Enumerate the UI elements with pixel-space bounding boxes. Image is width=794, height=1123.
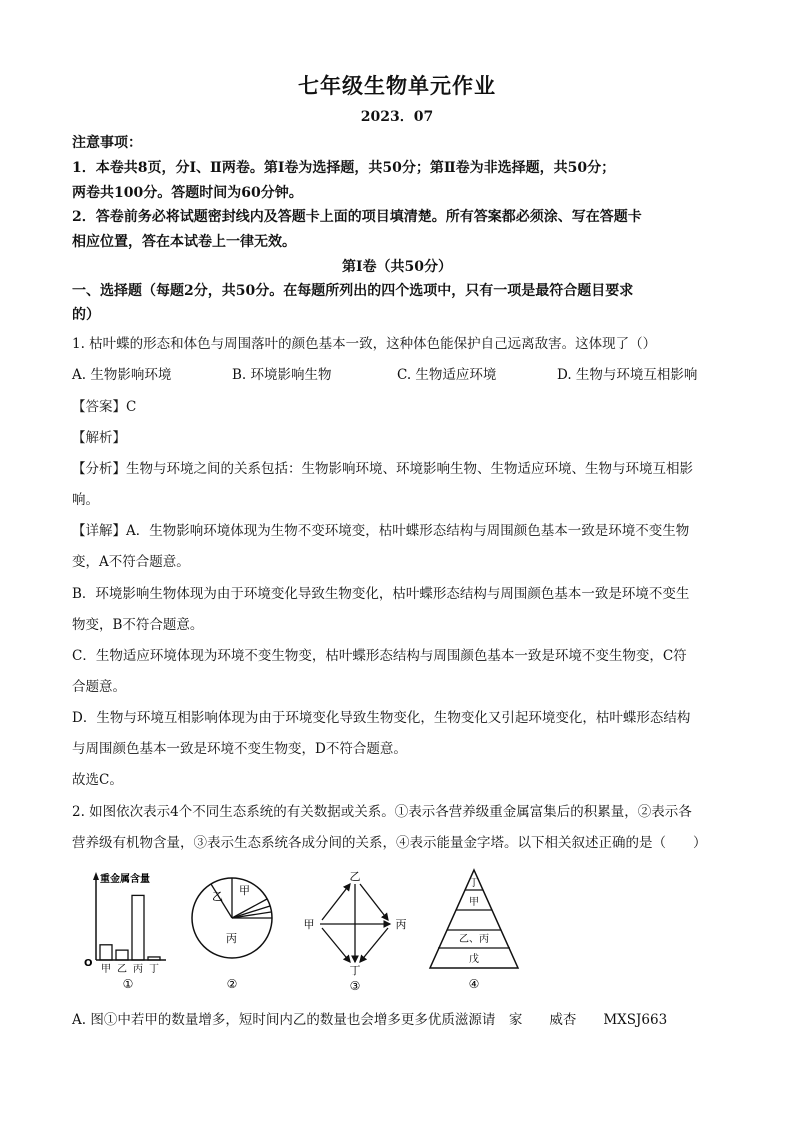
exam-date: 2023．07 — [360, 109, 434, 125]
detail-c-line2: 合题意。 — [72, 679, 126, 695]
fig4-level-ding: 丁 — [469, 878, 479, 889]
fig1-bar-1 — [116, 950, 128, 960]
fig1-origin: O — [84, 958, 93, 969]
option-a: A. 生物影响环境 — [72, 367, 172, 383]
fig4-number: ④ — [468, 977, 480, 991]
fig1-category-3: 丁 — [149, 964, 159, 975]
fig4-level-wu: 戊 — [469, 954, 479, 965]
option-d: D. 生物与环境互相影响 — [557, 367, 698, 383]
fig1-category-2: 丙 — [133, 964, 143, 975]
detail-c-line1: C．生物适应环境体现为环境不变生物变，枯叶蝶形态结构与周围颜色基本一致是环境不变生物变，C符 — [72, 648, 687, 664]
fig3-number: ③ — [349, 979, 361, 993]
fig2-number: ② — [226, 977, 238, 991]
question-2-figures — [72, 868, 732, 998]
fig2-label-bing: 丙 — [226, 932, 237, 945]
page-title: 七年级生物单元作业 — [298, 73, 496, 98]
detail-b-line1: B．环境影响生物体现为由于环境变化导致生物变化，枯叶蝶形态结构与周围颜色基本一致是环境不变生 — [72, 586, 690, 602]
fig4-level-yibing: 乙、丙 — [459, 934, 489, 945]
fig1-bar-0 — [100, 945, 112, 960]
fig1-categories — [101, 963, 159, 975]
notice-item1-line2: 两卷共100分。答题时间为60分钟。 — [72, 185, 303, 201]
fig1-bars — [100, 895, 160, 960]
detail-d-line1: D．生物与环境互相影响体现为由于环境变化导致生物变化，生物变化又引起环境变化，枯叶蝶形态结构 — [72, 710, 691, 726]
fenxi-line2: 响。 — [72, 492, 99, 508]
section-title: 第Ⅰ卷（共50分） — [341, 259, 453, 275]
fenxi-line1: 【分析】生物与环境之间的关系包括：生物影响环境、环境影响生物、生物适应环境、生物与环境互相影 — [72, 461, 693, 477]
notice-heading: 注意事项： — [72, 135, 142, 151]
figure-4-energy-pyramid — [424, 868, 524, 996]
fig4-level-jia: 甲 — [469, 897, 479, 908]
arrow-yi-bing — [360, 884, 388, 920]
detail-a-line2: 变，A不符合题意。 — [72, 554, 190, 570]
fig3-node-bing: 丙 — [395, 918, 407, 931]
part-heading-line1: 一、选择题（每题2分，共50分。在每题所列出的四个选项中，只有一项是最符合题目要求 — [72, 283, 634, 299]
option-c: C. 生物适应环境 — [397, 367, 497, 383]
notice-item2-line1: 2．答卷前务必将试题密封线内及答题卡上面的项目填清楚。所有答案都必须涂、写在答题卡 — [72, 209, 642, 225]
fig1-category-1: 乙 — [117, 964, 127, 975]
detail-a-line1: 【详解】A．生物影响环境体现为生物不变环境变，枯叶蝶形态结构与周围颜色基本一致是环境不变生物 — [72, 523, 690, 539]
conclusion: 故选C。 — [72, 772, 123, 788]
answer-label: 【答案】C — [72, 399, 137, 415]
fig3-node-yi: 乙 — [349, 870, 361, 883]
part-heading-line2: 的） — [72, 307, 100, 323]
figure-1-bar-chart — [78, 868, 178, 996]
arrow-bing-ding — [360, 928, 388, 962]
notice-item1-line1: 1．本卷共8页，分Ⅰ、Ⅱ两卷。第Ⅰ卷为选择题，共50分；第Ⅱ卷为非选择题，共50分； — [72, 160, 616, 176]
fig2-label-jia: 甲 — [239, 884, 250, 897]
fig1-bar-2 — [132, 895, 144, 960]
arrow-jia-yi — [322, 884, 350, 920]
question-2-option-a: A. 图①中若甲的数量增多，短时间内乙的数量也会增多更多优质滋源请 家 威杏 MXSJ663 — [72, 1012, 668, 1028]
notice-item2-line2: 相应位置，答在本试卷上一律无效。 — [72, 234, 296, 250]
fig3-node-ding: 丁 — [349, 964, 361, 977]
fig1-category-0: 甲 — [101, 964, 111, 975]
arrow-jia-ding — [322, 928, 350, 962]
analysis-label: 【解析】 — [72, 430, 126, 446]
detail-d-line2: 与周围颜色基本一致是环境不变生物变，D不符合题意。 — [72, 741, 407, 757]
question-2-stem-line2: 营养级有机物含量，③表示生态系统各成分间的关系，④表示能量金字塔。以下相关叙述正确的是（ ） — [72, 835, 707, 851]
question-1-stem: 1. 枯叶蝶的形态和体色与周围落叶的颜色基本一致，这种体色能保护自己远离敌害。这体现了（） — [72, 336, 657, 352]
question-2-stem-line1: 2. 如图依次表示4个不同生态系统的有关数据或关系。①表示各营养级重金属富集后的积累量，②表示各 — [72, 804, 692, 820]
option-b: B. 环境影响生物 — [232, 367, 332, 383]
detail-b-line2: 物变，B不符合题意。 — [72, 617, 204, 633]
fig2-label-yi: 乙 — [212, 890, 223, 903]
figure-3-relationship-diagram — [300, 868, 410, 996]
fig1-bar-3 — [148, 957, 160, 960]
fig3-node-jia: 甲 — [303, 918, 315, 931]
y-axis-arrow-icon — [93, 872, 99, 880]
figure-2-pie-chart — [182, 868, 282, 996]
fig1-ylabel: 重金属含量 — [100, 874, 150, 885]
fig1-number: ① — [122, 977, 134, 991]
